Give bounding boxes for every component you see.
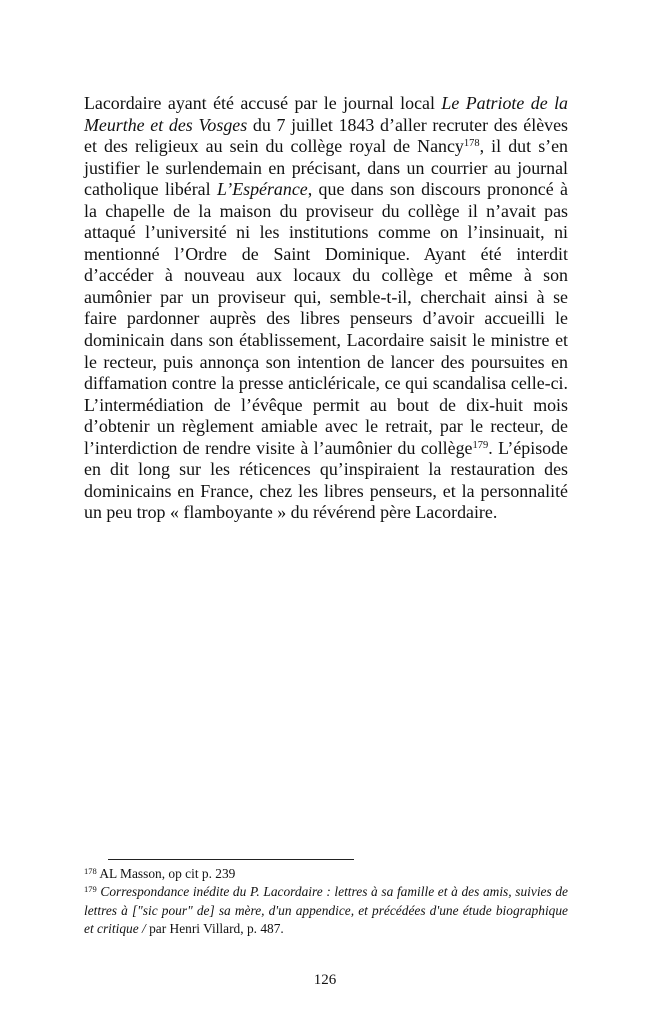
- footnote-number: 179: [84, 884, 97, 895]
- body-text-segment: du 7 juillet 1843 d’aller recruter des élèves et des religieux au sein du collège royal de Nancy: [84, 114, 568, 157]
- page-number: 126: [313, 972, 337, 988]
- body-text-segment: . L’épisode en dit long sur les réticences qu’inspiraient la restauration des dominicains en France, chez les libres penseurs, et la personnalité un peu trop « flamboyante » du révérend père Lacordaire.: [84, 437, 568, 523]
- newspaper-title: L’Espérance: [216, 179, 308, 200]
- body-text-segment: , il dut s’en justifier le surlendemain en précisant, dans un courrier au journal catholique libéral: [84, 136, 568, 200]
- footnote-ref-178: 178: [463, 138, 480, 150]
- footnote-178: [84, 865, 568, 883]
- footnote-number: 178: [84, 866, 97, 876]
- newspaper-title: Le Patriote de la Meurthe et des Vosges: [84, 93, 568, 135]
- footnote-179: [84, 883, 568, 938]
- body-paragraph: [84, 93, 568, 524]
- footnote-ref-179: 179: [472, 439, 489, 451]
- footnote-text: par Henri Villard, p. 487.: [145, 921, 284, 937]
- body-text-segment: Lacordaire ayant été accusé par le journal local: [84, 93, 442, 113]
- footnotes: [84, 865, 568, 939]
- footnote-book-title: Correspondance inédite du P. Lacordaire : lettres à sa famille et à des amis, suivies de lettres à ["sic pour" de] sa mère, d'un appendice, et précédées d'une étude biographique et critique /: [84, 884, 568, 937]
- body-text-segment: , que dans son discours prononcé à la chapelle de la maison du proviseur du collège il n’avait pas attaqué l’université ni les institutions comme on l’insinuait, ni mentionné l’Ordre de Saint Dominique. Ayant été interdit d’accéder à nouveau aux locaux du collège et même à son aumônier par un proviseur qui, semble-t-il, cherchait ainsi à se faire pardonner auprès des libres penseurs d’avoir accueilli le dominicain dans son établissement, Lacordaire saisit le ministre et le recteur, puis annonça son intention de lancer des poursuites en diffamation contre la presse anticléricale, ce qui scandalisa celle-ci. L’intermédiation de l’évêque permit au bout de dix-huit mois d’obtenir un règlement amiable avec le retrait, par le recteur, de l’interdiction de rendre visite à l’aumônier du collège: [84, 179, 568, 458]
- footnote-text: AL Masson, op cit p. 239: [96, 866, 236, 881]
- footnote-separator: [108, 859, 354, 860]
